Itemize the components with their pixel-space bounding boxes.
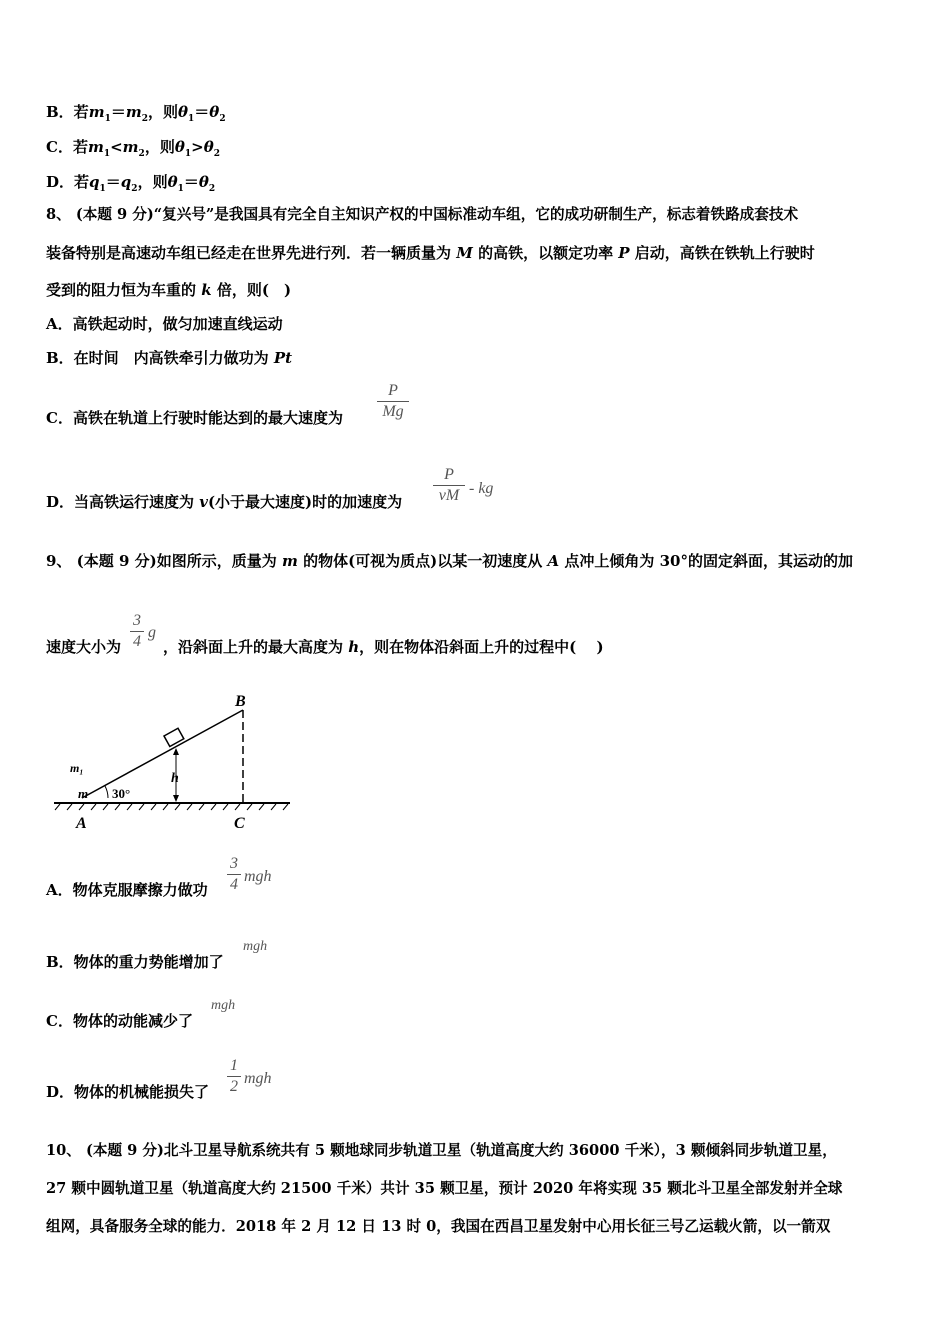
q9-option-d-fraction: 1 2	[227, 1057, 241, 1096]
label-angle: 30°	[112, 786, 131, 801]
q10-stem-line3: 组网，具备服务全球的能力．2018 年 2 月 12 日 13 时 0，我国在西昌卫星发射中心用长征三号乙运载火箭，以一箭双	[46, 1218, 831, 1235]
prev-option-b: B．若$m_1=m_2$，则$\theta_1=\theta_2$	[46, 103, 226, 124]
q8-option-d: D．当高铁运行速度为 v(小于最大速度)时的加速度为	[46, 493, 403, 511]
q9-stem-line2a: 速度大小为	[46, 638, 122, 656]
q10-stem-line2: 27 颗中圆轨道卫星（轨道高度大约 21500 千米）共计 35 颗卫星，预计 2020 年将实现 35 颗北斗卫星全部发射并全球	[46, 1180, 843, 1197]
incline-surface	[82, 710, 243, 798]
q8-option-d-tail: - kg	[469, 480, 494, 497]
q8-stem-line2: 装备特别是高速动车组已经走在世界先进行列．若一辆质量为 M 的高铁，以额定功率 P 启动，高铁在铁轨上行驶时	[46, 244, 815, 262]
label-m: m	[78, 786, 89, 801]
q8-option-d-fraction: P vM	[433, 466, 465, 505]
q8-stem-line3: 受到的阻力恒为车重的 k 倍，则( )	[46, 281, 292, 299]
label-a: A	[76, 815, 87, 832]
q9-option-a-fraction: 3 4	[227, 855, 241, 894]
q8-option-b: B．在时间 内高铁牵引力做功为 Pt	[46, 349, 293, 367]
q8-option-a: A．高铁起动时，做匀加速直线运动	[46, 315, 283, 333]
q9-option-c: C．物体的动能减少了	[46, 1012, 193, 1030]
q8-stem-line1: 8、 (本题 9 分)“复兴号”是我国具有完全自主知识产权的中国标准动车组，它的成功研制生产，标志着铁路成套技术	[46, 206, 799, 223]
ground-hatch	[55, 804, 288, 810]
label-m1: m₁	[70, 761, 84, 775]
prev-option-c: C．若$m_1<m_2$，则$\theta_1>\theta_2$	[46, 138, 220, 159]
q8-option-c-fraction: P Mg	[377, 382, 409, 421]
incline-figure	[50, 688, 295, 833]
angle-arc	[105, 786, 108, 798]
q9-option-a-mgh: mgh	[244, 868, 272, 885]
q9-stem-line1: 9、 (本题 9 分)如图所示，质量为 m 的物体(可视为质点)以某一初速度从 A 点冲上倾角为 30°的固定斜面，其运动的加	[46, 552, 853, 570]
q9-accel-fraction: 3 4	[130, 612, 144, 651]
label-b: B	[235, 693, 246, 710]
q8-option-c: C．高铁在轨道上行驶时能达到的最大速度为	[46, 409, 343, 427]
q9-option-b-mgh: mgh	[243, 939, 268, 954]
q9-stem-line2b: ，沿斜面上升的最大高度为 h，则在物体沿斜面上升的过程中( )	[163, 638, 604, 656]
q9-option-d: D．物体的机械能损失了	[46, 1083, 210, 1101]
q9-option-a: A．物体克服摩擦力做功	[46, 881, 208, 899]
q9-option-c-mgh: mgh	[211, 998, 236, 1013]
label-h: h	[171, 771, 179, 786]
q9-accel-g: g	[148, 624, 156, 641]
q9-option-b: B．物体的重力势能增加了	[46, 953, 224, 971]
q10-stem-line1: 10、 (本题 9 分)北斗卫星导航系统共有 5 颗地球同步轨道卫星（轨道高度大约 36000 千米），3 颗倾斜同步轨道卫星，	[46, 1142, 837, 1159]
q9-option-d-mgh: mgh	[244, 1070, 272, 1087]
prev-option-d: D．若$q_1=q_2$，则$\theta_1=\theta_2$	[46, 173, 216, 194]
label-c: C	[234, 815, 245, 832]
